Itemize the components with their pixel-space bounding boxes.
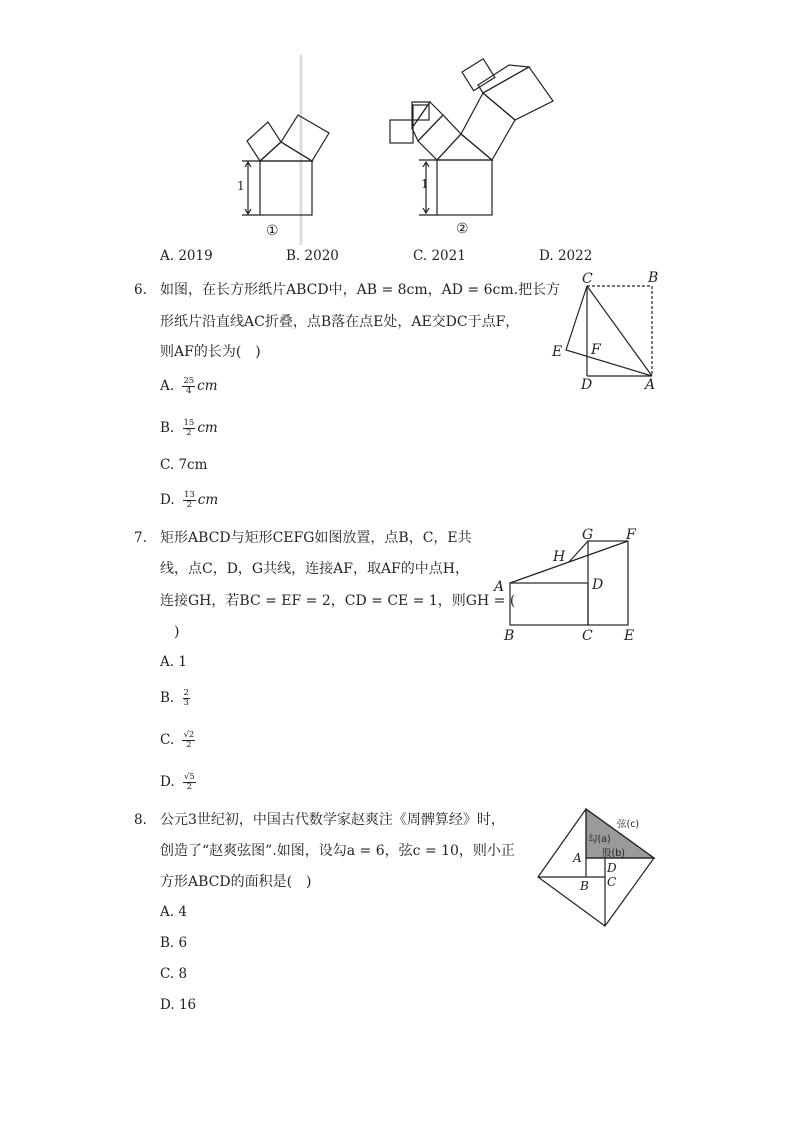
q5-option-a[interactable] <box>160 246 213 266</box>
q8-label-gu: 股(b) <box>602 848 625 859</box>
q7-option-d-key: D. <box>160 774 175 790</box>
q8-option-a-value: 4 <box>178 904 187 920</box>
q6-option-a-unit: cm <box>197 378 218 394</box>
q6-option-b-fraction <box>183 419 196 438</box>
q7-option-c-fraction <box>182 731 195 750</box>
q7-option-c-key: C. <box>160 732 175 748</box>
q7-option-b[interactable] <box>160 688 192 708</box>
q5-option-c-value: 2021 <box>431 248 466 264</box>
q6-option-c[interactable] <box>160 455 207 475</box>
q7-stem-line-3: 连接GH，若BC = EF = 2，CD = CE = 1，则GH = ( <box>160 593 516 609</box>
q7-option-c[interactable] <box>160 730 197 750</box>
q8-option-c-value: 8 <box>178 966 188 982</box>
q7-option-a-key: A. <box>160 654 175 670</box>
q8-option-b[interactable] <box>160 933 187 953</box>
q7-label-h: H <box>553 549 566 565</box>
q7-option-a[interactable] <box>160 652 187 672</box>
q8-label-b: B <box>580 879 589 893</box>
q6-option-d[interactable] <box>160 490 218 510</box>
q5-option-a-value: 2019 <box>178 248 213 264</box>
q8-option-a-key: A. <box>160 904 175 920</box>
q8-option-c[interactable] <box>160 964 187 984</box>
q6-option-a-key: A. <box>160 378 175 394</box>
q7-option-d-den: 2 <box>186 782 193 792</box>
q8-figure <box>532 803 672 933</box>
q6-option-c-key: C. <box>160 457 175 473</box>
q8-option-d-key: D. <box>160 997 175 1013</box>
q8-option-a[interactable] <box>160 902 187 922</box>
q6-stem-line-3: 则AF的长为( ) <box>160 344 261 360</box>
q5-option-a-key: A. <box>160 248 175 264</box>
q7-label-f: F <box>626 527 636 543</box>
q7-option-b-num: 2 <box>183 688 189 698</box>
q7-figure <box>488 525 648 647</box>
q6-option-d-den: 2 <box>186 500 193 510</box>
q8-stem-line-1: 公元3世纪初，中国古代数学家赵爽注《周髀算经》时， <box>160 812 505 828</box>
q5-figure-1 <box>225 55 340 245</box>
q6-option-d-key: D. <box>160 492 175 508</box>
q6-option-b-key: B. <box>160 420 175 436</box>
q5-option-d[interactable] <box>539 246 592 266</box>
q5-option-c[interactable] <box>413 246 466 266</box>
q5-figure-1-caption: ① <box>266 223 279 239</box>
q8-number: 8. <box>134 812 147 828</box>
q8-label-gou: 勾(a) <box>588 834 611 845</box>
q6-label-c: C <box>582 271 593 287</box>
q6-option-b-num: 15 <box>183 418 195 428</box>
q5-option-d-value: 2022 <box>557 248 593 264</box>
q7-stem-line-2: 线，点C，D，G共线，连接AF，取AF的中点H， <box>160 561 469 577</box>
q8-label-a: A <box>573 851 582 865</box>
q6-stem-line-2: 形纸片沿直线AC折叠，点B落在点E处，AE交DC于点F， <box>160 314 520 330</box>
q6-option-b-unit: cm <box>197 420 218 436</box>
q7-option-c-den: 2 <box>186 740 192 750</box>
q7-option-b-fraction <box>183 689 190 708</box>
q6-label-f: F <box>591 342 601 358</box>
q5-side-label-1: 1 <box>237 179 245 193</box>
q5-option-b-key: B. <box>286 248 301 264</box>
q7-option-d-fraction <box>183 773 196 792</box>
q7-option-d-num: √5 <box>183 772 195 782</box>
q6-figure <box>548 268 663 394</box>
q8-stem-line-3: 方形ABCD的面积是( ) <box>160 874 312 890</box>
q6-option-d-fraction <box>183 491 196 510</box>
q7-label-b: B <box>504 628 515 644</box>
q5-option-c-key: C. <box>413 248 428 264</box>
q7-option-b-key: B. <box>160 690 175 706</box>
q6-option-d-unit: cm <box>197 492 219 508</box>
q6-label-e: E <box>552 344 563 360</box>
q8-option-d-value: 16 <box>178 997 197 1013</box>
q6-option-b[interactable] <box>160 418 218 438</box>
q7-label-e: E <box>624 628 635 644</box>
q8-option-d[interactable] <box>160 995 196 1015</box>
q8-option-c-key: C. <box>160 966 175 982</box>
q5-option-b[interactable] <box>286 246 339 266</box>
q5-option-b-value: 2020 <box>304 248 339 264</box>
q5-side-label-2: 1 <box>421 177 429 191</box>
q5-option-d-key: D. <box>539 248 554 264</box>
q6-option-a-den: 4 <box>186 386 192 396</box>
q7-option-a-value: 1 <box>178 654 187 670</box>
q7-option-c-num: √2 <box>183 730 195 740</box>
q8-option-b-value: 6 <box>178 935 188 951</box>
q6-number: 6. <box>134 282 147 298</box>
q6-option-a[interactable] <box>160 376 218 396</box>
q7-label-g: G <box>582 527 594 543</box>
q6-option-a-num: 25 <box>183 376 195 386</box>
q8-label-d: D <box>607 861 617 875</box>
q8-stem-line-2: 创造了“赵爽弦图”.如图，设勾a = 6，弦c = 10，则小正 <box>160 843 515 859</box>
q6-option-b-den: 2 <box>186 428 192 438</box>
q6-option-c-value: 7cm <box>178 457 208 473</box>
q7-option-b-den: 3 <box>183 698 189 708</box>
q7-label-d: D <box>592 577 604 593</box>
q7-stem-line-4: ) <box>160 624 180 640</box>
q6-label-d: D <box>581 377 593 393</box>
q5-figure-2 <box>383 55 563 245</box>
q7-label-a: A <box>494 579 505 595</box>
q6-label-b: B <box>648 270 659 286</box>
q8-label-xian: 弦(c) <box>617 819 640 830</box>
q5-figure-2-caption: ② <box>456 221 469 237</box>
q7-label-c: C <box>582 628 593 644</box>
q7-option-d[interactable] <box>160 772 198 792</box>
q7-number: 7. <box>134 530 147 546</box>
q6-label-a: A <box>645 377 656 393</box>
q7-stem-line-1: 矩形ABCD与矩形CEFG如图放置，点B，C，E共 <box>160 530 472 546</box>
q8-label-c: C <box>607 875 617 889</box>
q6-option-d-num: 13 <box>183 490 195 500</box>
q6-stem-line-1: 如图，在长方形纸片ABCD中，AB = 8cm，AD = 6cm.把长方 <box>160 282 561 298</box>
q8-option-b-key: B. <box>160 935 175 951</box>
q6-option-a-fraction <box>182 377 195 396</box>
